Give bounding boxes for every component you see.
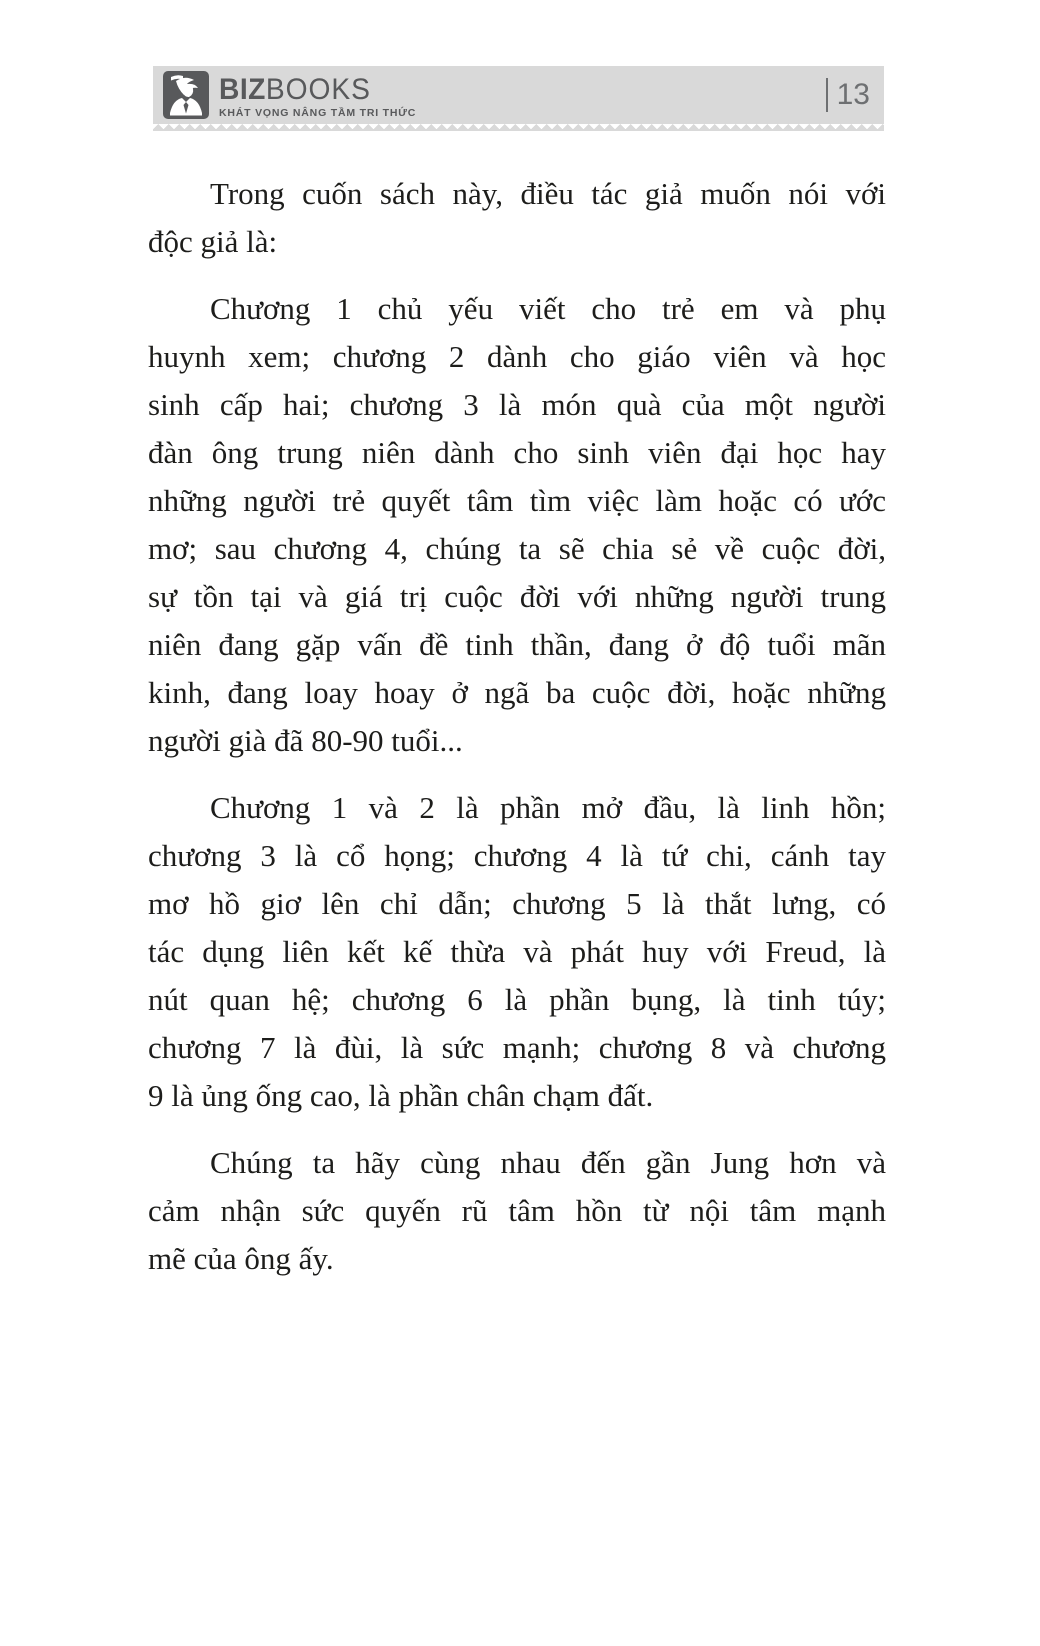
text-line: những người trẻ quyết tâm tìm việc làm hoặc có ước [148, 483, 886, 518]
brand-books: BOOKS [265, 73, 371, 106]
text-line: huynh xem; chương 2 dành cho giáo viên và học [148, 339, 886, 374]
text-line: Chương 1 chủ yếu viết cho trẻ em và phụ [210, 291, 886, 326]
text-line: sinh cấp hai; chương 3 là món quà của một người [148, 387, 886, 422]
brand-tagline: KHÁT VỌNG NÂNG TẦM TRI THỨC [219, 107, 417, 119]
page-number-block [826, 66, 870, 124]
text-line: mẽ của ông ấy. [148, 1241, 334, 1276]
text-line: niên đang gặp vấn đề tinh thần, đang ở độ tuổi mãn [148, 627, 886, 662]
body-text [148, 170, 886, 1302]
paragraph [148, 170, 886, 266]
text-line: mơ hồ giơ lên chỉ dẫn; chương 5 là thắt lưng, có [148, 886, 886, 921]
text-line: Chúng ta hãy cùng nhau đến gần Jung hơn và [210, 1145, 886, 1180]
text-line: chương 3 là cổ họng; chương 4 là tứ chi, cánh tay [148, 838, 886, 873]
text-line: độc giả là: [148, 224, 278, 259]
text-line: 9 là ủng ống cao, là phần chân chạm đất. [148, 1078, 654, 1113]
text-line: kinh, đang loay hoay ở ngã ba cuộc đời, hoặc những [148, 675, 886, 710]
text-line: mơ; sau chương 4, chúng ta sẽ chia sẻ về cuộc đời, [148, 531, 886, 566]
page-number: 13 [836, 78, 870, 111]
paragraph [148, 784, 886, 1120]
bizbooks-logo [163, 71, 209, 119]
header-band [153, 66, 884, 124]
brand-wordmark [219, 75, 371, 105]
brand-biz: BIZ [219, 73, 266, 106]
text-line: người già đã 80-90 tuổi... [148, 723, 463, 758]
paragraph [148, 1139, 886, 1283]
text-line: Chương 1 và 2 là phần mở đầu, là linh hồn; [210, 790, 886, 825]
text-line: tác dụng liên kết kế thừa và phát huy với Freud, là [148, 934, 886, 969]
text-line: cảm nhận sức quyến rũ tâm hồn từ nội tâm mạnh [148, 1193, 886, 1228]
text-line: chương 7 là đùi, là sức mạnh; chương 8 và chương [148, 1030, 886, 1065]
text-line: nút quan hệ; chương 6 là phần bụng, là tinh túy; [148, 982, 886, 1017]
text-line: đàn ông trung niên dành cho sinh viên đại học hay [148, 435, 886, 470]
page-number-separator [826, 78, 828, 112]
bizbooks-logo-icon [163, 71, 209, 119]
text-line: Trong cuốn sách này, điều tác giả muốn nói với [210, 176, 886, 211]
text-line: sự tồn tại và giá trị cuộc đời với những người trung [148, 579, 886, 614]
paragraph [148, 285, 886, 765]
